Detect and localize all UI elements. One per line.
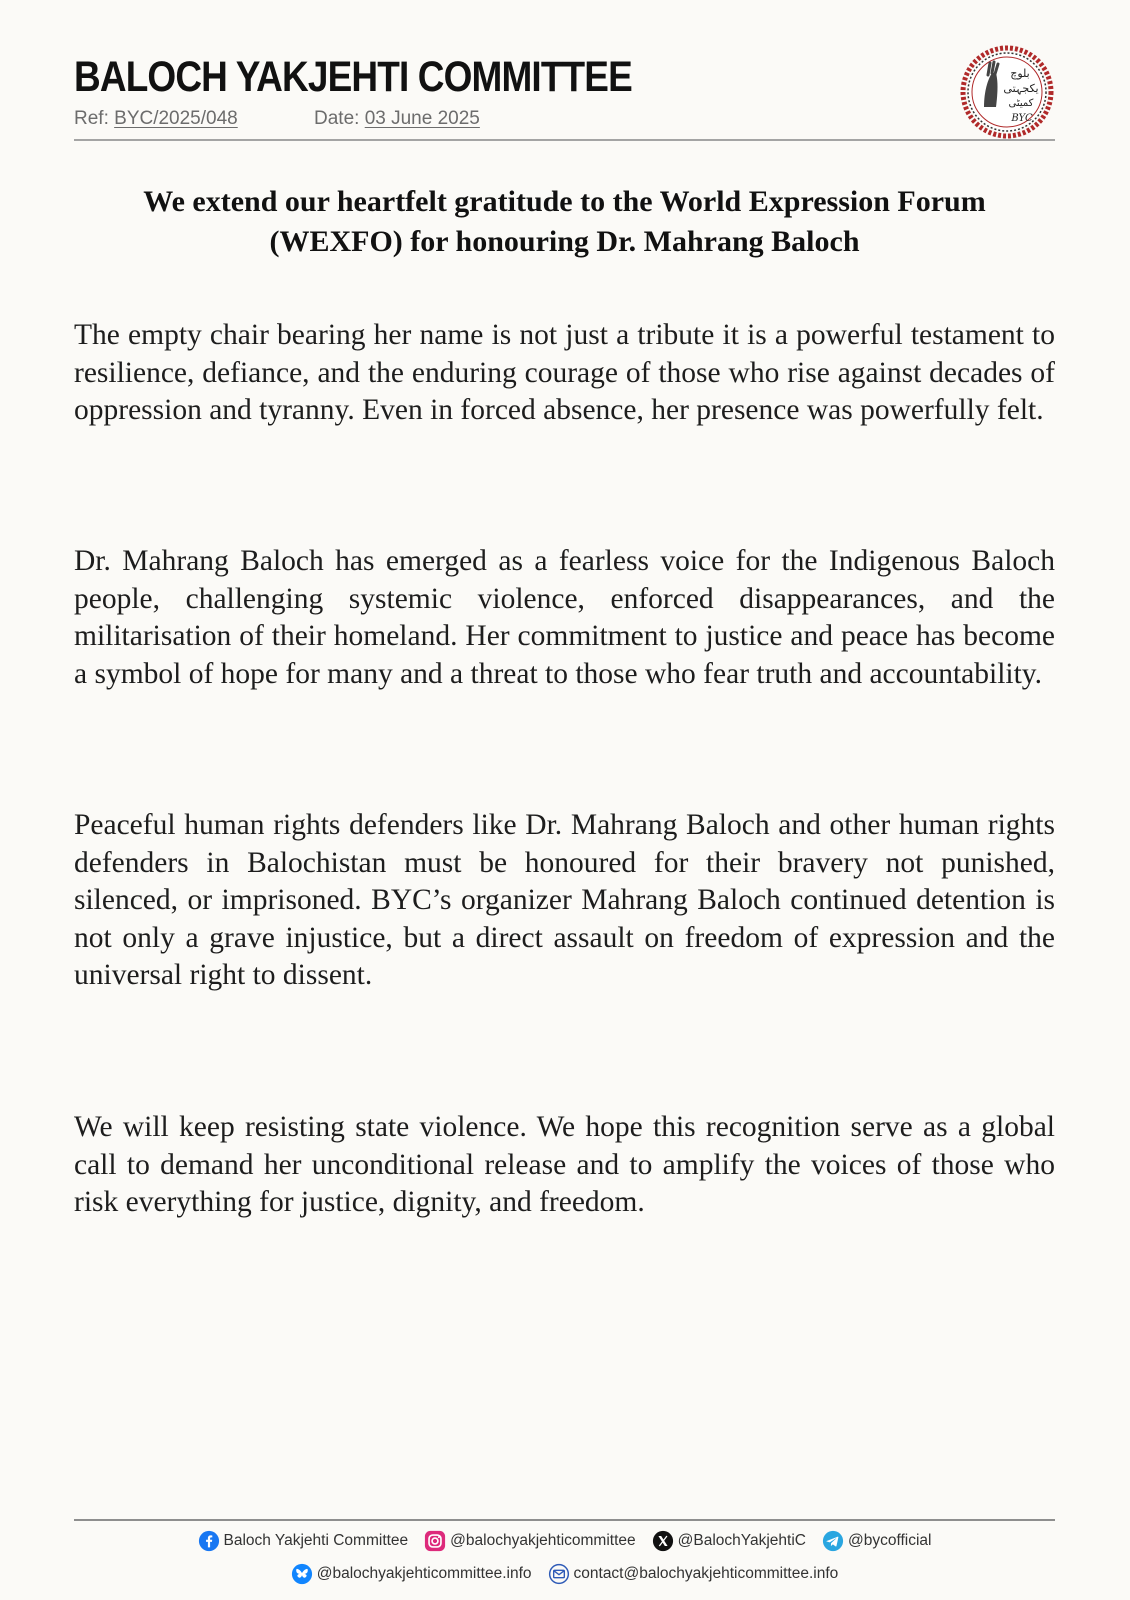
statement-headline: We extend our heartfelt gratitude to the World Expression Forum (WEXFO) for honouring Dr. Mahrang Baloch (143, 185, 986, 258)
ref-label: Ref: (74, 108, 109, 129)
paragraph-1: The empty chair bearing her name is not just a tribute it is a powerful testament to resilience, defiance, and the enduring courage of those who rise against decades of oppression and tyranny. Even in forced absence, her presence was powerfully felt. (74, 319, 1055, 426)
paragraph-3: Peaceful human rights defenders like Dr. Mahrang Baloch and other human rights defenders in Balochistan must be honoured for their bravery not punished, silenced, or imprisoned. BYC’s organizer Mahrang Baloch continued detention is not only a grave injustice, but a direct assault on freedom of expression and the universal right to dissent. (74, 809, 1055, 991)
telegram-handle: @bycofficial (847, 1532, 932, 1549)
instagram-handle: @balochyakjehticommittee (450, 1532, 636, 1549)
svg-text:بلوچ: بلوچ (1010, 67, 1030, 80)
svg-text:BYC: BYC (1011, 113, 1033, 124)
email-icon (548, 1563, 570, 1585)
paragraph-4: We will keep resisting state violence. We hope this recognition serve as a global call to demand her unconditional release and to amplify the voices of those who risk everything for justice, dignity, and freedom. (74, 1111, 1055, 1218)
x-icon (652, 1530, 674, 1552)
facebook-link[interactable] (198, 1530, 409, 1552)
bluesky-icon (291, 1563, 313, 1585)
ref-value: BYC/2025/048 (114, 108, 238, 129)
date-value: 03 June 2025 (364, 108, 480, 129)
telegram-icon (822, 1530, 844, 1552)
x-handle: @BalochYakjehtiC (677, 1532, 806, 1549)
email-link[interactable] (548, 1563, 839, 1585)
facebook-handle: Baloch Yakjehti Committee (223, 1532, 409, 1549)
header-divider (74, 139, 1055, 141)
facebook-icon (198, 1530, 220, 1552)
instagram-link[interactable] (424, 1530, 635, 1552)
organization-title: BALOCH YAKJEHTI COMMITTEE (74, 53, 632, 101)
footer-social-row-1 (74, 1530, 1055, 1552)
date-label: Date: (314, 108, 360, 129)
footer-social-row-2 (74, 1563, 1055, 1585)
svg-text:یکجہتی: یکجہتی (1003, 82, 1039, 95)
svg-text:کمیٹی: کمیٹی (1008, 98, 1034, 109)
email-address: contact@balochyakjehticommittee.info (573, 1565, 839, 1582)
byc-logo (960, 45, 1054, 139)
instagram-icon (424, 1530, 446, 1552)
paragraph-2: Dr. Mahrang Baloch has emerged as a fearless voice for the Indigenous Baloch people, challenging systemic violence, enforced disappearances, and the militarisation of their homeland. Her commitment to justice and peace has become a symbol of hope for many and a threat to those who fear truth and accountability. (74, 545, 1055, 690)
bluesky-link[interactable] (291, 1563, 532, 1585)
x-link[interactable] (652, 1530, 806, 1552)
footer-divider (74, 1519, 1055, 1521)
telegram-link[interactable] (822, 1530, 932, 1552)
reference-number (74, 108, 238, 130)
bluesky-handle: @balochyakjehticommittee.info (316, 1565, 532, 1582)
document-date (314, 108, 480, 130)
